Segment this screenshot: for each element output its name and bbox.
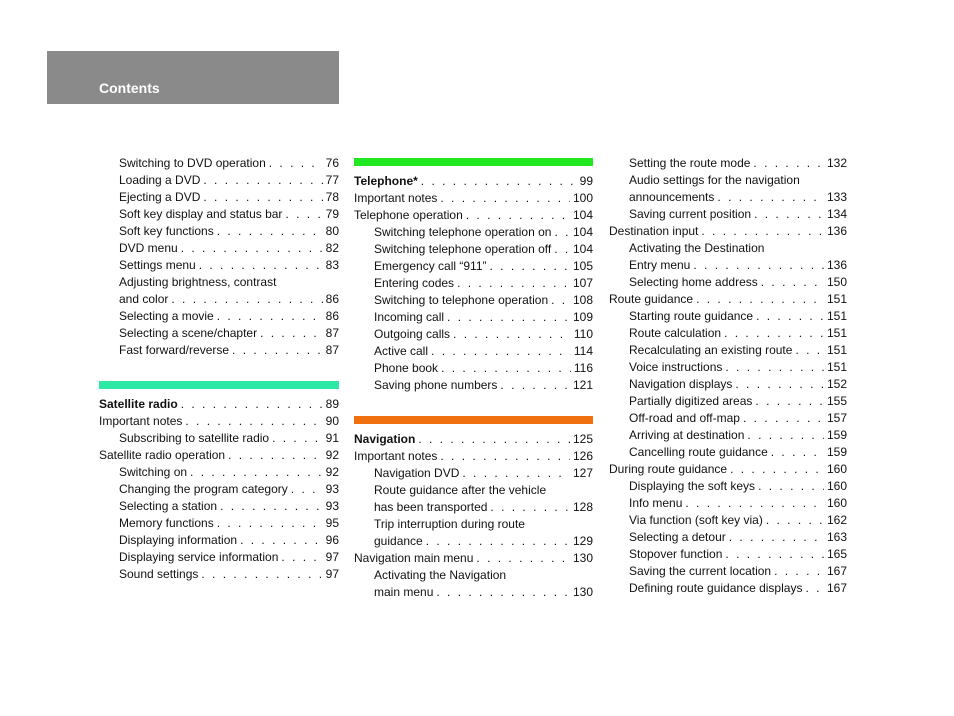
toc-entry-page: 162	[826, 513, 847, 527]
toc-entry-page: 136	[826, 224, 847, 238]
toc-entry-page: 130	[572, 551, 593, 565]
toc-leader-dots	[272, 430, 323, 447]
toc-entry-page: 151	[826, 326, 847, 340]
toc-entry[interactable]	[99, 308, 339, 325]
toc-leader-dots	[766, 512, 824, 529]
toc-entry-label: guidance	[374, 534, 423, 548]
toc-entry[interactable]	[354, 275, 593, 292]
toc-entry-label: Fast forward/reverse	[119, 343, 230, 357]
toc-entry-page: 134	[826, 207, 847, 221]
toc-leader-dots	[291, 481, 323, 498]
toc-entry-page: 128	[572, 500, 593, 514]
toc-entry[interactable]	[609, 478, 847, 495]
toc-entry-label: Telephone operation	[354, 208, 463, 222]
toc-entry-page: 165	[826, 547, 847, 561]
toc-entry-page: 86	[325, 309, 339, 323]
toc-entry-label: Changing the program category	[119, 482, 288, 496]
toc-entry[interactable]	[354, 482, 593, 499]
toc-leader-dots	[232, 342, 323, 359]
toc-entry-label: Selecting a detour	[629, 530, 726, 544]
toc-entry-label: Activating the Navigation	[374, 568, 507, 582]
toc-entry-page: 167	[826, 564, 847, 578]
toc-entry[interactable]	[99, 325, 339, 342]
toc-entry-label: Info menu	[629, 496, 683, 510]
toc-leader-dots	[755, 393, 824, 410]
toc-entry[interactable]	[354, 584, 593, 601]
toc-entry-label: Route calculation	[629, 326, 722, 340]
toc-leader-dots	[421, 173, 577, 190]
toc-entry-label: Selecting a movie	[119, 309, 214, 323]
toc-entry-page: 93	[325, 499, 339, 513]
toc-entry[interactable]	[609, 206, 847, 223]
toc-entry-label: Setting the route mode	[629, 156, 751, 170]
toc-entry[interactable]	[609, 410, 847, 427]
toc-entry[interactable]	[354, 499, 593, 516]
toc-entry[interactable]	[609, 223, 847, 240]
toc-entry-label: Ejecting a DVD	[119, 190, 201, 204]
toc-entry-label: Switching to telephone operation	[374, 293, 549, 307]
section-color-bar	[354, 158, 593, 166]
toc-leader-dots	[735, 376, 824, 393]
toc-entry-label: Trip interruption during route	[374, 517, 525, 531]
toc-entry-label: Memory functions	[119, 516, 214, 530]
toc-entry[interactable]	[354, 207, 593, 224]
toc-entry[interactable]	[609, 308, 847, 325]
toc-entry-label: Activating the Destination	[629, 241, 765, 255]
toc-entry-page: 82	[325, 241, 339, 255]
toc-leader-dots	[462, 465, 570, 482]
toc-entry-page: 129	[572, 534, 593, 548]
toc-entry[interactable]	[354, 241, 593, 258]
toc-entry[interactable]	[99, 257, 339, 274]
toc-entry[interactable]	[609, 189, 847, 206]
toc-column-2	[354, 158, 593, 601]
toc-leader-dots	[756, 308, 824, 325]
section-gap	[354, 394, 593, 416]
toc-leader-dots	[440, 448, 570, 465]
toc-leader-dots	[285, 206, 322, 223]
toc-entry[interactable]	[99, 413, 339, 430]
toc-entry[interactable]	[609, 376, 847, 393]
toc-entry-label: Route guidance	[609, 292, 694, 306]
toc-entry[interactable]	[354, 431, 593, 448]
toc-entry-label: Subscribing to satellite radio	[119, 431, 270, 445]
toc-entry-page: 151	[826, 360, 847, 374]
toc-entry-page: 90	[325, 414, 339, 428]
toc-entry-page: 89	[325, 397, 339, 411]
section-color-bar	[99, 381, 339, 389]
toc-entry-page: 107	[572, 276, 593, 290]
toc-entry-page: 136	[826, 258, 847, 272]
toc-entry-label: Selecting a station	[119, 499, 218, 513]
toc-leader-dots	[771, 444, 824, 461]
toc-entry-page: 92	[325, 448, 339, 462]
toc-entry-page: 159	[826, 445, 847, 459]
toc-entry-page: 121	[572, 378, 593, 392]
toc-entry-page: 160	[826, 479, 847, 493]
toc-entry-label: Saving current position	[629, 207, 752, 221]
toc-entry-page: 116	[573, 361, 593, 375]
section-gap	[99, 359, 339, 381]
toc-leader-dots	[181, 396, 323, 413]
toc-entry[interactable]	[609, 444, 847, 461]
toc-leader-dots	[490, 258, 570, 275]
page-title: Contents	[99, 80, 160, 96]
toc-entry-page: 97	[325, 550, 339, 564]
toc-leader-dots	[725, 359, 824, 376]
toc-entry-label: Switching to DVD operation	[119, 156, 266, 170]
toc-entry[interactable]	[609, 495, 847, 512]
toc-entry-page: 127	[572, 466, 593, 480]
toc-entry[interactable]	[99, 274, 339, 291]
toc-entry-page: 160	[826, 496, 847, 510]
toc-entry-label: Starting route guidance	[629, 309, 754, 323]
toc-leader-dots	[729, 529, 824, 546]
toc-leader-dots	[436, 584, 570, 601]
toc-entry-page: 114	[573, 344, 593, 358]
toc-entry-page: 105	[572, 259, 593, 273]
toc-leader-dots	[171, 291, 322, 308]
toc-entry-label: Cancelling route guidance	[629, 445, 768, 459]
toc-entry[interactable]	[609, 580, 847, 597]
toc-entry[interactable]	[609, 291, 847, 308]
toc-entry-page: 110	[573, 327, 593, 341]
toc-entry[interactable]	[609, 393, 847, 410]
toc-leader-dots	[185, 413, 322, 430]
toc-entry-label: Entering codes	[374, 276, 455, 290]
toc-entry-page: 151	[826, 292, 847, 306]
toc-entry-page: 151	[826, 343, 847, 357]
toc-entry[interactable]	[99, 155, 339, 172]
toc-entry[interactable]	[609, 325, 847, 342]
toc-entry-label: Active call	[374, 344, 429, 358]
toc-entry[interactable]	[609, 240, 847, 257]
toc-leader-dots	[743, 410, 824, 427]
section-color-bar	[354, 416, 593, 424]
toc-entry-label: Displaying the soft keys	[629, 479, 756, 493]
toc-entry-label: Switching on	[119, 465, 188, 479]
toc-entry[interactable]	[354, 533, 593, 550]
toc-entry[interactable]	[99, 430, 339, 447]
toc-leader-dots	[269, 155, 323, 172]
toc-leader-dots	[190, 464, 323, 481]
toc-entry[interactable]	[99, 481, 339, 498]
toc-leader-dots	[554, 224, 570, 241]
toc-entry-label: Saving phone numbers	[374, 378, 498, 392]
toc-entry-label: Satellite radio	[99, 397, 178, 411]
toc-entry-label: and color	[119, 292, 169, 306]
toc-entry-page: 78	[325, 190, 339, 204]
toc-leader-dots	[753, 155, 824, 172]
toc-leader-dots	[181, 240, 323, 257]
toc-entry-page: 80	[325, 224, 339, 238]
toc-entry[interactable]	[609, 359, 847, 376]
toc-entry[interactable]	[99, 396, 339, 413]
toc-entry-label: Stopover function	[629, 547, 723, 561]
toc-entry[interactable]	[609, 461, 847, 478]
toc-entry-label: Arriving at destination	[629, 428, 745, 442]
toc-entry[interactable]	[99, 172, 339, 189]
toc-entry-label: DVD menu	[119, 241, 178, 255]
toc-entry-page: 104	[572, 225, 593, 239]
toc-entry-page: 93	[325, 482, 339, 496]
toc-leader-dots	[453, 326, 571, 343]
toc-entry-page: 96	[325, 533, 339, 547]
toc-entry[interactable]	[609, 529, 847, 546]
toc-entry[interactable]	[354, 550, 593, 567]
toc-leader-dots	[685, 495, 824, 512]
toc-entry-page: 125	[572, 432, 593, 446]
toc-entry-page: 95	[325, 516, 339, 530]
toc-entry[interactable]	[354, 343, 593, 360]
toc-leader-dots	[554, 241, 570, 258]
toc-leader-dots	[774, 563, 824, 580]
toc-leader-dots	[457, 275, 570, 292]
toc-entry-label: Phone book	[374, 361, 439, 375]
toc-column-3	[609, 155, 847, 597]
toc-entry[interactable]	[99, 240, 339, 257]
toc-entry[interactable]	[99, 223, 339, 240]
toc-entry-page: 87	[325, 343, 339, 357]
toc-entry-page: 77	[325, 173, 339, 187]
toc-entry-label: Adjusting brightness, contrast	[119, 275, 277, 289]
toc-entry[interactable]	[354, 448, 593, 465]
toc-entry-label: Route guidance after the vehicle	[374, 483, 547, 497]
toc-leader-dots	[805, 580, 824, 597]
toc-leader-dots	[476, 550, 570, 567]
toc-entry-label: Saving the current location	[629, 564, 772, 578]
toc-leader-dots	[201, 566, 322, 583]
toc-leader-dots	[500, 377, 570, 394]
toc-leader-dots	[701, 223, 824, 240]
toc-entry[interactable]	[354, 190, 593, 207]
toc-entry-label: Important notes	[99, 414, 183, 428]
toc-entry[interactable]	[354, 465, 593, 482]
toc-entry-label: Off-road and off-map	[629, 411, 740, 425]
toc-entry-label: Sound settings	[119, 567, 199, 581]
toc-leader-dots	[717, 189, 824, 206]
toc-leader-dots	[447, 309, 570, 326]
toc-entry-page: 126	[572, 449, 593, 463]
toc-entry-page: 100	[572, 191, 593, 205]
toc-entry-page: 109	[572, 310, 593, 324]
toc-entry[interactable]	[354, 326, 593, 343]
toc-entry-label: announcements	[629, 190, 715, 204]
toc-leader-dots	[747, 427, 824, 444]
toc-leader-dots	[431, 343, 571, 360]
toc-leader-dots	[203, 189, 322, 206]
toc-entry-label: Important notes	[354, 449, 438, 463]
toc-entry[interactable]	[609, 546, 847, 563]
toc-entry-page: 130	[572, 585, 593, 599]
toc-entry-label: main menu	[374, 585, 434, 599]
toc-entry-label: Telephone*	[354, 174, 418, 188]
toc-entry-page: 99	[579, 174, 593, 188]
toc-entry[interactable]	[99, 291, 339, 308]
toc-leader-dots	[724, 325, 824, 342]
toc-leader-dots	[217, 308, 323, 325]
toc-entry[interactable]	[609, 172, 847, 189]
toc-entry-page: 86	[325, 292, 339, 306]
toc-leader-dots	[199, 257, 323, 274]
toc-entry-label: Loading a DVD	[119, 173, 201, 187]
toc-entry-label: Navigation displays	[629, 377, 733, 391]
toc-entry-page: 92	[325, 465, 339, 479]
toc-entry-label: During route guidance	[609, 462, 728, 476]
toc-leader-dots	[228, 447, 323, 464]
toc-leader-dots	[426, 533, 570, 550]
toc-leader-dots	[725, 546, 824, 563]
toc-leader-dots	[217, 515, 323, 532]
toc-entry-label: Selecting a scene/chapter	[119, 326, 258, 340]
toc-entry-label: Destination input	[609, 224, 699, 238]
toc-entry-page: 167	[826, 581, 847, 595]
toc-entry-label: Satellite radio operation	[99, 448, 226, 462]
toc-entry-label: Switching telephone operation on	[374, 225, 552, 239]
toc-entry[interactable]	[99, 189, 339, 206]
toc-entry-page: 133	[826, 190, 847, 204]
toc-entry-page: 108	[572, 293, 593, 307]
toc-entry-label: Recalculating an existing route	[629, 343, 793, 357]
toc-leader-dots	[441, 360, 571, 377]
toc-leader-dots	[693, 257, 824, 274]
toc-entry-label: Partially digitized areas	[629, 394, 753, 408]
toc-entry-label: Important notes	[354, 191, 438, 205]
toc-entry[interactable]	[609, 427, 847, 444]
toc-entry-page: 79	[325, 207, 339, 221]
toc-entry-page: 132	[826, 156, 847, 170]
toc-leader-dots	[466, 207, 570, 224]
toc-leader-dots	[440, 190, 570, 207]
toc-entry-label: Voice instructions	[629, 360, 723, 374]
toc-entry[interactable]	[609, 563, 847, 580]
toc-leader-dots	[418, 431, 570, 448]
toc-entry-label: Switching telephone operation off	[374, 242, 552, 256]
toc-entry-label: Navigation DVD	[374, 466, 460, 480]
toc-entry-page: 76	[325, 156, 339, 170]
toc-entry[interactable]	[354, 567, 593, 584]
toc-entry[interactable]	[609, 257, 847, 274]
toc-entry-label: Incoming call	[374, 310, 445, 324]
toc-leader-dots	[758, 478, 824, 495]
toc-entry[interactable]	[354, 173, 593, 190]
toc-entry-label: Emergency call “911”	[374, 259, 487, 273]
toc-leader-dots	[490, 499, 570, 516]
toc-leader-dots	[217, 223, 323, 240]
toc-entry-label: Displaying service information	[119, 550, 279, 564]
toc-entry[interactable]	[99, 206, 339, 223]
toc-entry-page: 150	[826, 275, 847, 289]
toc-leader-dots	[203, 172, 322, 189]
toc-entry-page: 159	[826, 428, 847, 442]
toc-entry-label: Navigation	[354, 432, 416, 446]
toc-entry[interactable]	[99, 549, 339, 566]
toc-entry-page: 160	[826, 462, 847, 476]
toc-entry-page: 163	[826, 530, 847, 544]
toc-entry[interactable]	[609, 342, 847, 359]
toc-leader-dots	[754, 206, 824, 223]
toc-entry-page: 104	[572, 242, 593, 256]
toc-entry-label: Displaying information	[119, 533, 238, 547]
toc-entry[interactable]	[354, 377, 593, 394]
toc-entry-page: 91	[325, 431, 339, 445]
toc-leader-dots	[795, 342, 824, 359]
toc-entry-label: Entry menu	[629, 258, 691, 272]
toc-leader-dots	[240, 532, 323, 549]
toc-entry-label: Settings menu	[119, 258, 196, 272]
toc-leader-dots	[220, 498, 323, 515]
toc-entry-label: has been transported	[374, 500, 488, 514]
toc-leader-dots	[281, 549, 322, 566]
toc-entry-label: Via function (soft key via)	[629, 513, 763, 527]
toc-entry[interactable]	[354, 224, 593, 241]
contents-header	[47, 51, 339, 104]
toc-entry-page: 83	[325, 258, 339, 272]
toc-leader-dots	[260, 325, 323, 342]
toc-leader-dots	[730, 461, 824, 478]
toc-entry[interactable]	[609, 274, 847, 291]
toc-entry[interactable]	[99, 447, 339, 464]
toc-entry-page: 97	[325, 567, 339, 581]
toc-entry-label: Soft key functions	[119, 224, 214, 238]
toc-entry[interactable]	[99, 464, 339, 481]
toc-entry[interactable]	[609, 155, 847, 172]
toc-column-1	[99, 155, 339, 583]
toc-entry-page: 87	[325, 326, 339, 340]
toc-entry[interactable]	[354, 360, 593, 377]
toc-entry[interactable]	[99, 566, 339, 583]
toc-entry-label: Defining route guidance displays	[629, 581, 803, 595]
toc-entry[interactable]	[354, 292, 593, 309]
toc-leader-dots	[696, 291, 824, 308]
toc-entry[interactable]	[99, 515, 339, 532]
toc-leader-dots	[551, 292, 570, 309]
toc-entry-label: Selecting home address	[629, 275, 758, 289]
toc-entry-page: 151	[826, 309, 847, 323]
toc-entry[interactable]	[99, 532, 339, 549]
toc-entry[interactable]	[354, 516, 593, 533]
toc-entry[interactable]	[99, 342, 339, 359]
toc-entry[interactable]	[609, 512, 847, 529]
toc-entry-label: Soft key display and status bar	[119, 207, 283, 221]
toc-leader-dots	[761, 274, 824, 291]
toc-entry-page: 155	[826, 394, 847, 408]
toc-entry[interactable]	[354, 258, 593, 275]
toc-entry-page: 104	[572, 208, 593, 222]
toc-entry[interactable]	[99, 498, 339, 515]
toc-entry[interactable]	[354, 309, 593, 326]
toc-entry-label: Audio settings for the navigation	[629, 173, 800, 187]
toc-entry-page: 152	[826, 377, 847, 391]
toc-entry-page: 157	[826, 411, 847, 425]
toc-entry-label: Outgoing calls	[374, 327, 451, 341]
toc-entry-label: Navigation main menu	[354, 551, 474, 565]
